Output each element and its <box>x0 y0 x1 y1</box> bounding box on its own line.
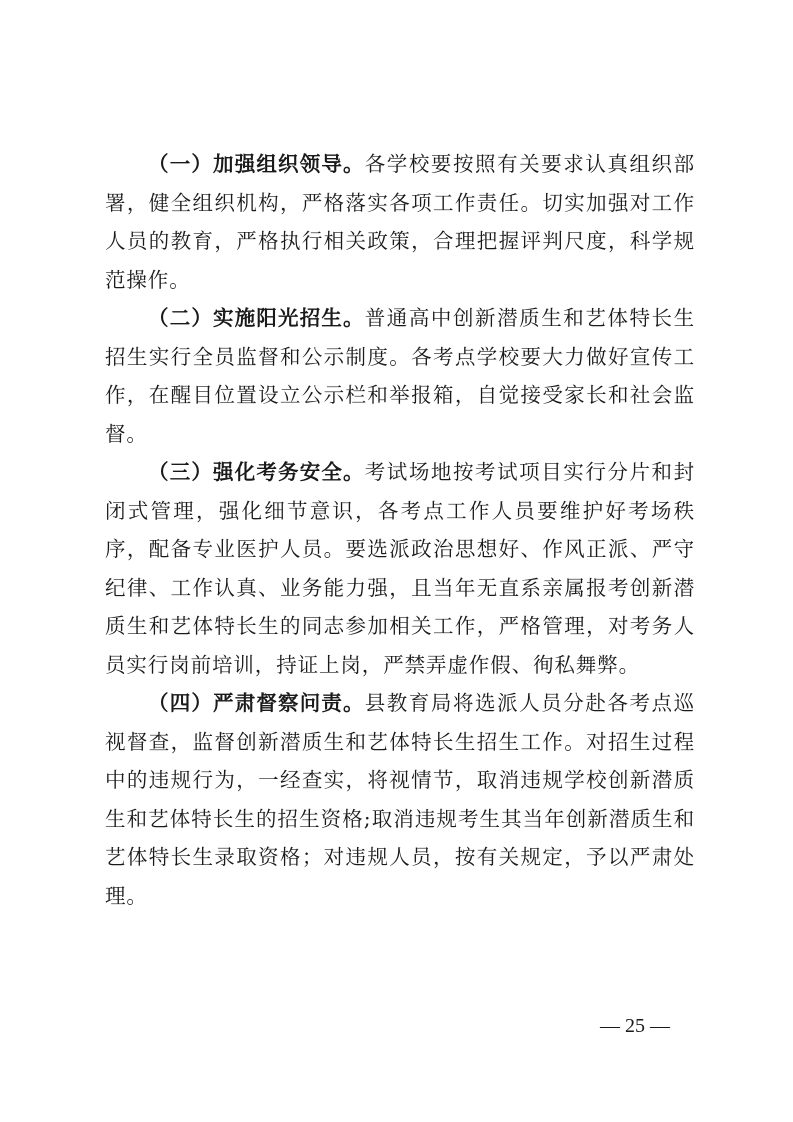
paragraph-exam-security <box>105 453 695 684</box>
page-number: — 25 — <box>600 1015 670 1037</box>
section-heading: （二）实施阳光招生。 <box>148 306 365 330</box>
paragraph-text: 各学校要按照有关要求认真组织部署，健全组织机构，严格落实各项工作责任。切实加强对工作人员的教育，严格执行相关政策，合理把握评判尺度，科学规范操作。 <box>105 152 696 292</box>
paragraph-sunshine-admission <box>105 299 695 453</box>
document-body <box>105 145 695 915</box>
paragraph-text: 县教育局将选派人员分赴各考点巡视督查，监督创新潜质生和艺体特长生招生工作。对招生过程中的违规行为，一经查实，将视情节，取消违规学校创新潜质生和艺体特长生的招生资格;取消违规考生其当年创新潜质生和艺体特长生录取资格；对违规人员，按有关规定，予以严肃处理。 <box>105 691 696 908</box>
section-heading: （三）强化考务安全。 <box>148 460 365 484</box>
paragraph-organization-leadership <box>105 145 695 299</box>
paragraph-text: 普通高中创新潜质生和艺体特长生招生实行全员监督和公示制度。各考点学校要大力做好宣传工作，在醒目位置设立公示栏和举报箱，自觉接受家长和社会监督。 <box>105 306 696 446</box>
paragraph-supervision-accountability <box>105 684 695 915</box>
paragraph-text: 考试场地按考试项目实行分片和封闭式管理，强化细节意识，各考点工作人员要维护好考场秩序，配备专业医护人员。要选派政治思想好、作风正派、严守纪律、工作认真、业务能力强，且当年无直系亲属报考创新潜质生和艺体特长生的同志参加相关工作，严格管理，对考务人员实行岗前培训，持证上岗，严禁弄虚作假、徇私舞弊。 <box>105 460 696 677</box>
section-heading: （一）加强组织领导。 <box>148 152 365 176</box>
section-heading: （四）严肃督察问责。 <box>148 691 365 715</box>
